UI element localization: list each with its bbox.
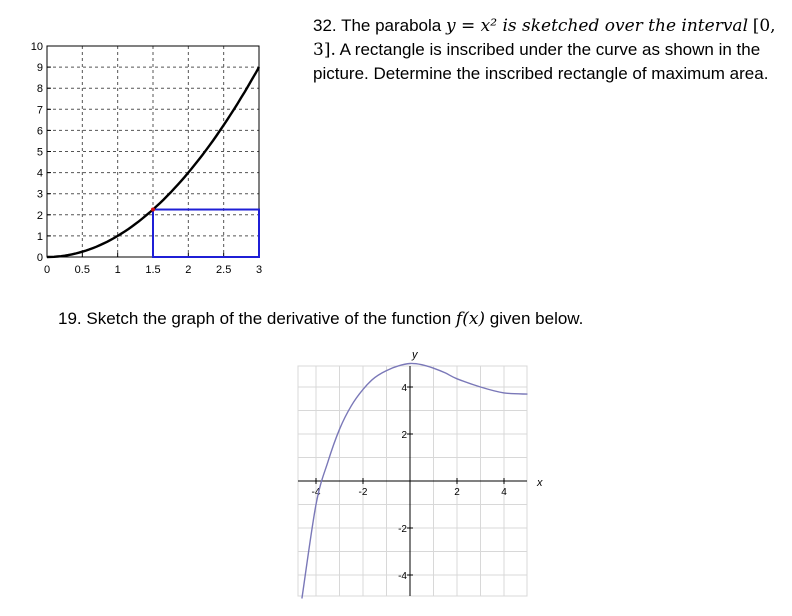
y-tick-label: 6: [36, 125, 43, 138]
problem-32-equation: y = x² is sketched over the interval: [445, 16, 748, 36]
y-tick-label: -4: [398, 571, 407, 582]
problem-32-number: 32.: [313, 16, 337, 35]
problem-19-text: Sketch the graph of the derivative of the function: [86, 309, 452, 328]
problem-19-function: f(x): [455, 309, 486, 329]
y-tick-label: 0: [36, 252, 43, 264]
y-tick-label: 4: [36, 167, 43, 180]
x-tick-label: 1: [114, 264, 121, 276]
y-tick-label: 1: [36, 230, 43, 243]
x-axis-label: x: [537, 477, 543, 489]
y-tick-label: 2: [36, 209, 43, 222]
y-tick-label: 7: [36, 104, 43, 117]
x-tick-label: -4: [311, 487, 321, 498]
x-tick-label: -2: [358, 487, 368, 498]
y-tick-label: 4: [401, 383, 407, 394]
problem-19-number: 19.: [58, 309, 82, 328]
problem-32-text-1: The parabola: [341, 16, 442, 35]
x-tick-label: 4: [501, 487, 507, 498]
x-tick-label: 1.5: [145, 264, 161, 276]
y-tick-label: 3: [36, 188, 43, 201]
x-tick-label: 2.5: [216, 264, 232, 276]
y-tick-label: 10: [30, 41, 43, 53]
x-tick-label: 0: [43, 264, 51, 276]
x-tick-label: 2: [454, 487, 460, 498]
problem-32-text-2: A rectangle is inscribed under the curve as shown in the picture. Determine the inscribed rectangle of maximum area.: [313, 40, 769, 83]
problem-19-text-end: given below.: [489, 309, 584, 328]
y-axis-label: y: [412, 349, 418, 361]
x-tick-label: 0.5: [74, 264, 90, 276]
y-tick-label: 2: [401, 430, 407, 441]
y-tick-label: 5: [36, 146, 43, 159]
y-tick-label: -2: [398, 524, 407, 535]
y-tick-label: 9: [36, 62, 43, 75]
y-tick-label: 8: [36, 83, 43, 96]
x-tick-label: 3: [255, 264, 263, 276]
problem-32-interval: [0, 3].: [313, 16, 776, 60]
x-tick-label: 2: [185, 264, 192, 276]
